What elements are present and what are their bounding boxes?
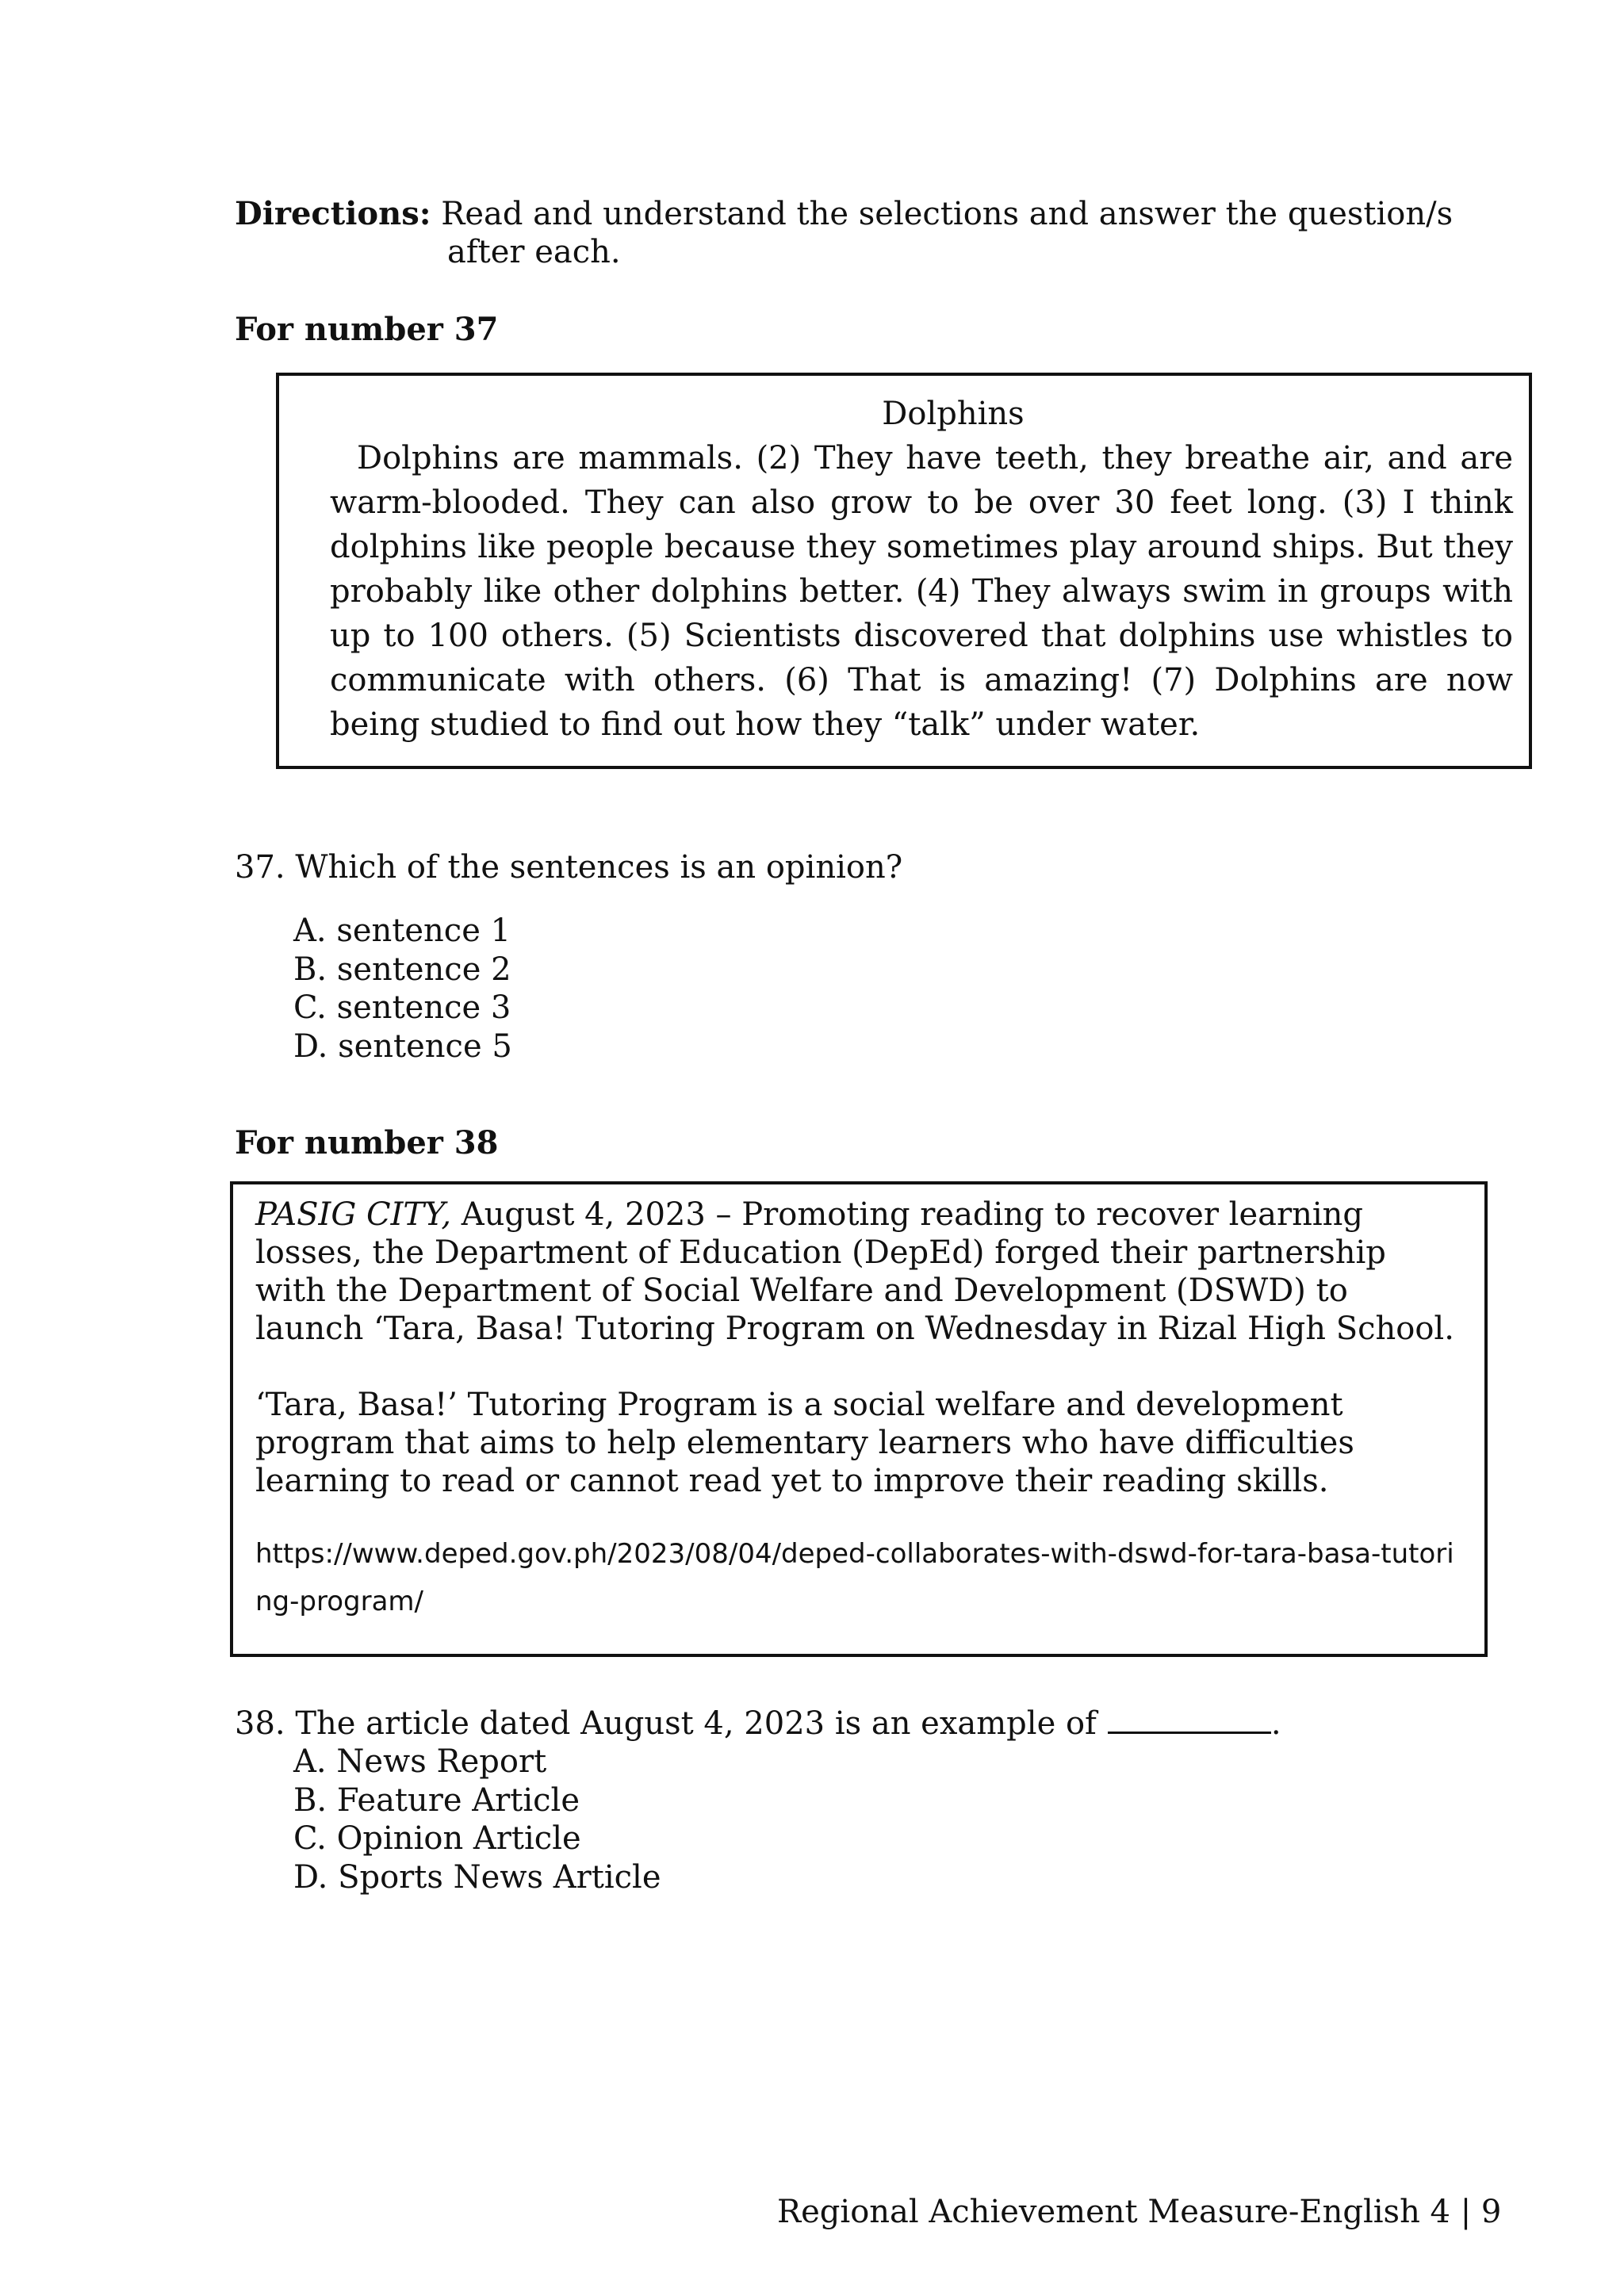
options-37	[293, 912, 512, 1066]
passage-title: Dolphins	[882, 396, 1025, 432]
option-37-c: C. sentence 3	[293, 989, 511, 1026]
question-38-end: .	[1270, 1705, 1281, 1742]
article-paragraph-1-text: August 4, 2023 – Promoting reading to recover learning losses, the Department of Education (DepEd) forged their partnership with the Department of Social Welfare and Development (DSWD) to launch ‘Tara, Basa! Tutoring Program on Wednesday in Rizal High School.	[255, 1196, 1454, 1347]
section-label-38: For number 38	[235, 1124, 499, 1161]
article-source-url: https://www.deped.gov.ph/2023/08/04/deped-collaborates-with-dswd-for-tara-basa-tutoring-program/	[255, 1538, 1454, 1617]
question-37: 37. Which of the sentences is an opinion?	[235, 849, 903, 886]
option-37-b: B. sentence 2	[293, 951, 511, 988]
option-38-d: D. Sports News Article	[293, 1858, 661, 1896]
directions-label: Directions:	[235, 195, 431, 232]
article-paragraph-1	[255, 1196, 1461, 1348]
option-38-c: C. Opinion Article	[293, 1820, 581, 1857]
option-37-d: D. sentence 5	[293, 1027, 512, 1065]
passage-body: Dolphins are mammals. (2) They have teeth, they breathe air, and are warm-blooded. They can also grow to be over 30 feet long. (3) I think dolphins like people because they sometimes play around ships. But they probably like other dolphins better. (4) They always swim in groups with up to 100 others. (5) Scientists discovered that dolphins use whistles to communicate with others. (6) That is amazing! (7) Dolphins are now being studied to find out how they “talk” under water.	[330, 440, 1513, 743]
article-place: PASIG CITY,	[255, 1196, 452, 1233]
option-38-b: B. Feature Article	[293, 1781, 580, 1819]
question-38-text: 38. The article dated August 4, 2023 is an example of	[235, 1705, 1097, 1742]
section-label-37: For number 37	[235, 311, 499, 348]
page-footer: Regional Achievement Measure-English 4 | 9	[777, 2194, 1502, 2230]
article-box	[230, 1181, 1488, 1657]
option-38-a: A. News Report	[293, 1743, 547, 1780]
question-38	[235, 1703, 1281, 1743]
options-38	[293, 1743, 661, 1896]
article-paragraph-2: ‘Tara, Basa!’ Tutoring Program is a social welfare and development program that aims to help elementary learners who have difficulties learning to read or cannot read yet to improve their reading skills.	[255, 1387, 1354, 1499]
directions	[235, 195, 1472, 271]
directions-text-line2: after each.	[447, 234, 621, 270]
answer-blank	[1108, 1703, 1271, 1734]
option-37-a: A. sentence 1	[293, 913, 511, 949]
passage-box-dolphins	[276, 373, 1532, 769]
directions-text-line1: Read and understand the selections and answer the question/s	[441, 196, 1454, 232]
